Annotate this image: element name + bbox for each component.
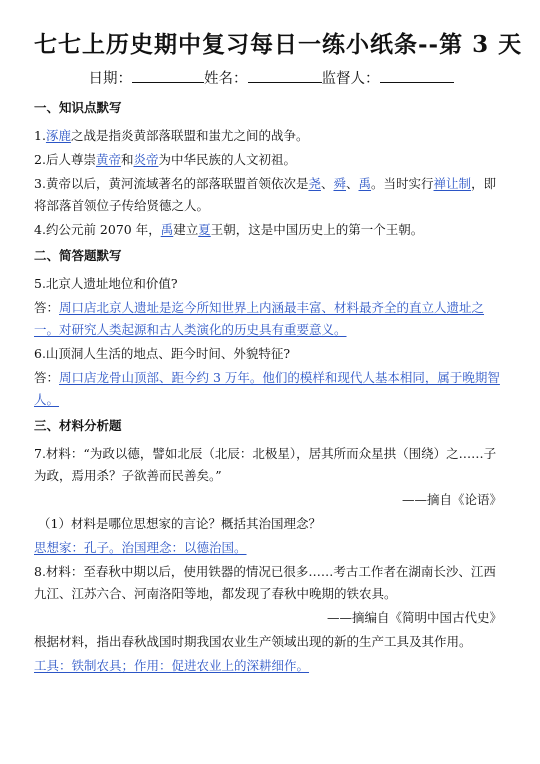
question-8: 根据材料，指出春秋战国时期我国农业生产领域出现的新的生产工具及其作用。 — [34, 634, 472, 649]
answer-blank: 禹 — [160, 222, 174, 237]
question-1: 1.涿鹿之战是指炎黄部落联盟和蚩尤之间的战争。 — [34, 128, 309, 143]
question-5: 5.北京人遗址地位和价值? — [34, 276, 178, 291]
answer-text: 工具：铁制农具；作用：促进农业上的深耕细作。 — [34, 658, 310, 673]
answer-text: 周口店龙骨山顶部、距今约 3 万年。他们的模样和现代人基本相同，属于晚期智人。 — [34, 370, 500, 407]
answer-blank: 炎帝 — [133, 152, 159, 167]
answer-blank: 禅让制 — [433, 176, 472, 191]
question-4: 4.约公元前 2070 年，禹建立夏王朝，这是中国历史上的第一个王朝。 — [34, 222, 424, 237]
answer-text: 周口店北京人遗址是迄今所知世界上内涵最丰富、材料最齐全的直立人遗址之一。对研究人类起源和古人类演化的历史具有重要意义。 — [34, 300, 485, 337]
section-heading-knowledge: 一、知识点默写 — [34, 100, 122, 115]
answer-7 — [34, 537, 508, 559]
material-8: 8.材料：至春秋中期以后，使用铁器的情况已很多……考古工作者在湖南长沙、江西九江、江苏六合、河南洛阳等地，都发现了春秋中晚期的铁农具。 — [34, 564, 496, 601]
answer-blank: 舜 — [333, 176, 346, 191]
source-citation: ——摘自《论语》 — [401, 492, 502, 507]
answer-text: 思想家：孔子。治国理念：以德治国。 — [34, 540, 247, 555]
name-blank[interactable] — [248, 68, 322, 83]
date-label: 日期： — [88, 71, 132, 87]
answer-blank: 尧 — [308, 176, 321, 191]
page-title: 七七上历史期中复习每日一练小纸条--第 3 天 — [34, 31, 523, 58]
supervisor-blank[interactable] — [380, 68, 454, 83]
question-3: 3.黄帝以后，黄河流域著名的部落联盟首领依次是尧、舜、禹。当时实行禅让制，即将部落首领位子传给贤德之人。 — [34, 176, 497, 213]
answer-6: 答：周口店龙骨山顶部、距今约 3 万年。他们的模样和现代人基本相同，属于晚期智人。 — [34, 370, 500, 407]
answer-blank: 夏 — [198, 222, 211, 237]
sub-question-7: （1）材料是哪位思想家的言论？概括其治国理念？ — [38, 516, 321, 531]
answer-8 — [34, 655, 508, 677]
name-label: 姓名： — [204, 71, 248, 87]
info-line — [34, 68, 508, 89]
source-citation: ——摘编自《简明中国古代史》 — [326, 610, 502, 625]
section-heading-short-answer: 二、简答题默写 — [34, 248, 122, 263]
answer-blank: 涿鹿 — [45, 128, 71, 143]
section-heading-material: 三、材料分析题 — [34, 418, 122, 433]
answer-blank: 黄帝 — [95, 152, 121, 167]
material-7: 7.材料：“为政以德，譬如北辰（北辰：北极星），居其所而众星拱（围绕）之……子为政，焉用杀？子欲善而民善矣。” — [34, 446, 497, 483]
answer-5: 答：周口店北京人遗址是迄今所知世界上内涵最丰富、材料最齐全的直立人遗址之一。对研究人类起源和古人类演化的历史具有重要意义。 — [34, 300, 485, 337]
question-2: 2.后人尊崇黄帝和炎帝为中华民族的人文初祖。 — [34, 152, 297, 167]
question-6: 6.山顶洞人生活的地点、距今时间、外貌特征? — [34, 346, 291, 361]
answer-blank: 禹 — [358, 176, 372, 191]
date-blank[interactable] — [132, 68, 204, 83]
supervisor-label: 监督人： — [321, 71, 380, 87]
